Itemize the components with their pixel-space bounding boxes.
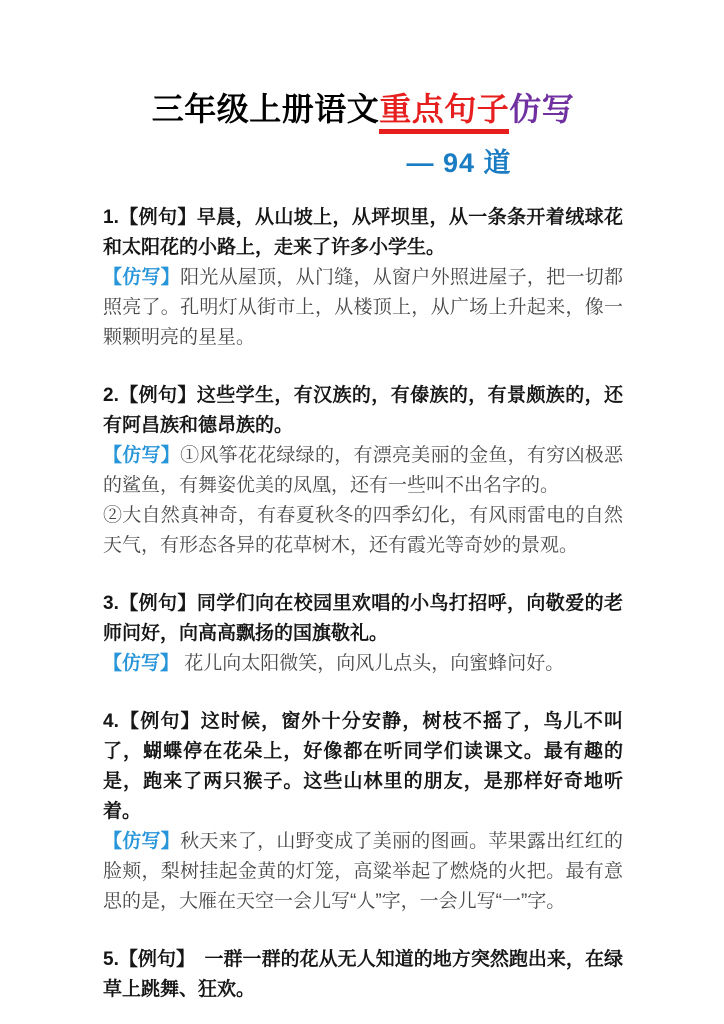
item-number: 3. — [103, 593, 119, 615]
imitation-sentence — [103, 649, 623, 679]
item-number: 4. — [103, 711, 119, 733]
exercise-item-1 — [103, 203, 623, 353]
imitation-sentence — [103, 263, 623, 353]
exercise-list — [103, 203, 623, 1005]
question-count: — 94 道 — [406, 148, 512, 179]
example-text: 同学们向在校园里欢唱的小鸟打招呼，向敬爱的老师问好，向高高飘扬的国旗敬礼。 — [103, 593, 623, 645]
imitation-text: 阳光从屋顶，从门缝，从窗户外照进屋子，把一切都照亮了。孔明灯从街市上，从楼顶上，从广场上升起来，像一颗颗明亮的星星。 — [103, 267, 623, 349]
example-text: 这时候，窗外十分安静，树枝不摇了，鸟儿不叫了，蝴蝶停在花朵上，好像都在听同学们读课文。最有趣的是，跑来了两只猴子。这些山林里的朋友，是那样好奇地听着。 — [103, 711, 623, 823]
page-title — [103, 88, 623, 131]
example-label: 【例句】 — [118, 593, 197, 615]
example-label: 【例句】 — [118, 711, 201, 733]
title-black-text: 三年级上册语文 — [151, 91, 380, 127]
exercise-item-3 — [103, 589, 623, 679]
exercise-item-2 — [103, 381, 623, 561]
imitation-sentence — [103, 441, 623, 561]
example-text: 这些学生，有汉族的，有傣族的，有景颇族的，还有阿昌族和德昂族的。 — [103, 385, 623, 437]
imitation-text: 秋天来了，山野变成了美丽的图画。苹果露出红红的脸颊，梨树挂起金黄的灯笼，高粱举起了燃烧的火把。最有意思的是，大雁在天空一会儿写“人”字，一会儿写“一”字。 — [103, 831, 623, 913]
example-sentence — [103, 945, 623, 1005]
example-sentence — [103, 589, 623, 649]
imitation-text: 花儿向太阳微笑，向风儿点头，向蜜蜂问好。 — [179, 653, 565, 675]
example-sentence — [103, 381, 623, 441]
example-text: 一群一群的花从无人知道的地方突然跑出来，在绿草上跳舞、狂欢。 — [103, 949, 623, 1001]
imitation-sentence — [103, 827, 623, 917]
example-label: 【例句】 — [118, 207, 197, 229]
exercise-item-5 — [103, 945, 623, 1005]
example-text: 早晨，从山坡上，从坪坝里，从一条条开着绒球花和太阳花的小路上，走来了许多小学生。 — [103, 207, 623, 259]
item-number: 2. — [103, 385, 119, 407]
imitation-label: 【仿写】 — [103, 445, 181, 467]
exercise-item-4 — [103, 707, 623, 917]
title-red-highlight: 重点句子 — [379, 91, 509, 134]
title-purple-text: 仿写 — [509, 91, 575, 127]
imitation-label: 【仿写】 — [103, 831, 181, 853]
example-label: 【例句】 — [118, 949, 186, 971]
item-number: 1. — [103, 207, 119, 229]
example-sentence — [103, 203, 623, 263]
item-number: 5. — [103, 949, 119, 971]
imitation-label: 【仿写】 — [103, 267, 181, 289]
imitation-text: ①风筝花花绿绿的，有漂亮美丽的金鱼，有穷凶极恶的鲨鱼，有舞姿优美的凤凰，还有一些叫不出名字的。 ②大自然真神奇，有春夏秋冬的四季幻化，有风雨雷电的自然天气，有形态各异的花草树木，还有霞光等奇妙的景观。 — [103, 445, 623, 557]
example-label: 【例句】 — [118, 385, 197, 407]
example-sentence — [103, 707, 623, 827]
imitation-label: 【仿写】 — [103, 653, 180, 675]
